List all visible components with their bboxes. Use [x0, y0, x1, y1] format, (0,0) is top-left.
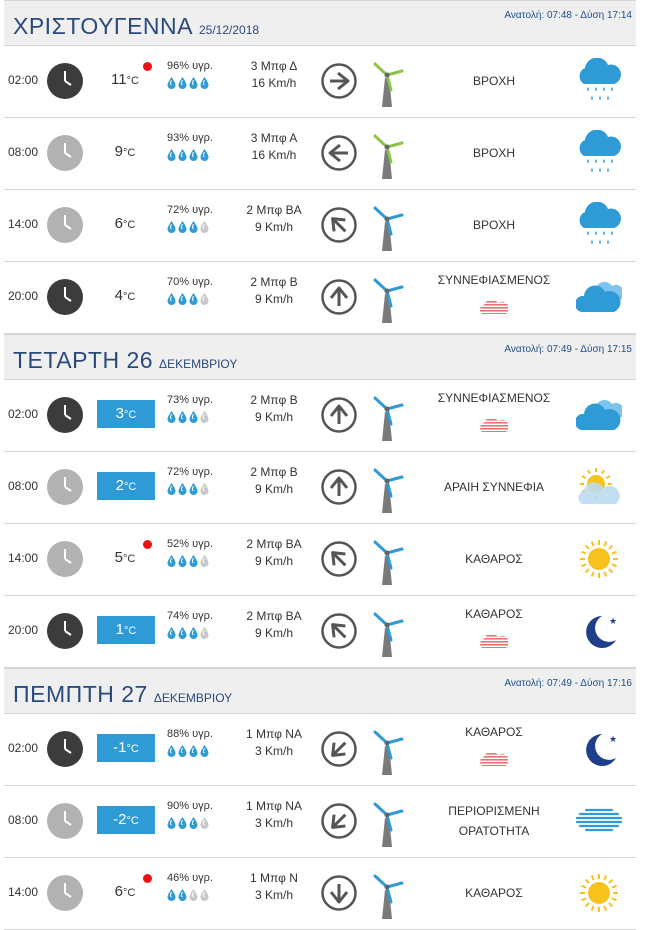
forecast-time: 20:00	[8, 623, 39, 637]
humidity	[167, 394, 227, 424]
humidity-drop-icon	[178, 221, 187, 233]
humidity-drop-icon	[178, 555, 187, 567]
wind-direction-arrow-icon	[321, 207, 357, 243]
humidity	[167, 132, 227, 162]
humidity-value: 52% υγρ.	[167, 538, 213, 550]
temperature	[97, 616, 155, 644]
humidity-drops	[167, 149, 227, 162]
humidity-drop-icon	[189, 483, 198, 495]
forecast-time: 02:00	[8, 73, 39, 87]
day-header	[4, 0, 636, 46]
forecast-row	[4, 190, 636, 262]
weather-icon	[576, 274, 622, 320]
wind-force: 2 Μπφ Β	[250, 275, 298, 289]
rain-icon	[576, 130, 622, 176]
rain-icon	[576, 202, 622, 248]
sunrise-sunset: Ανατολή: 07:49 - Δύση 17:15	[504, 344, 632, 355]
clock-hands	[47, 469, 83, 505]
windmill	[369, 726, 405, 776]
day-title-text: ΠΕΜΠΤΗ 27	[13, 681, 148, 707]
windmill-icon	[369, 608, 405, 658]
wind-speed: 9 Km/h	[254, 410, 293, 424]
day-header	[4, 668, 636, 714]
humidity-drop-icon	[200, 817, 209, 829]
wind-speed: 9 Km/h	[254, 220, 293, 234]
wind-info	[234, 798, 314, 832]
humidity-drop-icon	[189, 889, 198, 901]
sunrise-sunset: Ανατολή: 07:49 - Δύση 17:16	[504, 678, 632, 689]
wind-speed: 9 Km/h	[254, 482, 293, 496]
humidity	[167, 872, 227, 902]
humidity-drop-icon	[200, 889, 209, 901]
humidity-drop-icon	[189, 627, 198, 639]
high-temp-dot	[143, 874, 152, 883]
humidity-drop-icon	[178, 817, 187, 829]
humidity-drop-icon	[189, 293, 198, 305]
humidity-value: 93% υγρ.	[167, 132, 213, 144]
sun-icon	[576, 870, 622, 916]
temperature-value: 3	[115, 405, 124, 422]
humidity-drop-icon	[167, 483, 176, 495]
humidity-drop-icon	[189, 555, 198, 567]
clock-icon	[47, 397, 83, 433]
temperature	[97, 734, 155, 762]
windmill	[369, 536, 405, 586]
temperature-value: 6	[114, 883, 123, 900]
rain-icon	[576, 58, 622, 104]
wind-direction	[321, 469, 357, 505]
humidity-drops	[167, 221, 227, 234]
humidity	[167, 276, 227, 306]
clock-hands	[47, 613, 83, 649]
wind-force: 1 Μπφ ΝΑ	[246, 727, 302, 741]
humidity-value: 90% υγρ.	[167, 800, 213, 812]
wind-direction	[321, 613, 357, 649]
wind-direction-arrow-icon	[321, 875, 357, 911]
svg-text:★: ★	[609, 735, 618, 745]
fog-icon	[576, 798, 622, 844]
temperature-unit: °C	[123, 553, 136, 565]
weather-description: ΠΕΡΙΟΡΙΣΜΕΝΗ ΟΡΑΤΟΤΗΤΑ	[448, 804, 540, 838]
wind-force: 2 Μπφ ΒΑ	[246, 203, 302, 217]
wind-direction-arrow-icon	[321, 397, 357, 433]
humidity-drop-icon	[200, 77, 209, 89]
weather-icon	[576, 726, 622, 772]
humidity-value: 73% υγρ.	[167, 394, 213, 406]
wind-info	[234, 58, 314, 92]
clock-icon	[47, 207, 83, 243]
forecast-row	[4, 786, 636, 858]
humidity-value: 70% υγρ.	[167, 276, 213, 288]
forecast-row	[4, 596, 636, 668]
forecast-time: 02:00	[8, 407, 39, 421]
wind-force: 3 Μπφ Α	[250, 131, 298, 145]
humidity-drops	[167, 817, 227, 830]
clock-hands	[47, 731, 83, 767]
forecast-time: 08:00	[8, 145, 39, 159]
weather-icon	[576, 536, 622, 582]
forecast-row	[4, 452, 636, 524]
mini-cloud-icon	[480, 416, 508, 434]
high-temp-dot	[143, 62, 152, 71]
wind-direction-arrow-icon	[321, 279, 357, 315]
wind-force: 2 Μπφ Β	[250, 393, 298, 407]
wind-direction	[321, 207, 357, 243]
wind-speed: 16 Km/h	[251, 148, 297, 162]
temperature-value: 6	[114, 215, 123, 232]
humidity-drops	[167, 889, 227, 902]
description-cloud	[480, 632, 508, 650]
weather-description: ΑΡΑΙΗ ΣΥΝΝΕΦΙΑ	[443, 480, 545, 494]
wind-direction-arrow-icon	[321, 135, 357, 171]
wind-direction-arrow-icon	[321, 469, 357, 505]
windmill	[369, 464, 405, 514]
windmill-icon	[369, 392, 405, 442]
svg-text:★: ★	[609, 617, 618, 627]
windmill-icon	[369, 798, 405, 848]
clock-icon	[47, 875, 83, 911]
clock-icon	[47, 279, 83, 315]
humidity-drop-icon	[178, 149, 187, 161]
humidity-drop-icon	[200, 411, 209, 423]
mini-cloud-icon	[480, 632, 508, 650]
wind-force: 3 Μπφ Δ	[250, 59, 298, 73]
humidity-drops	[167, 483, 227, 496]
humidity-drop-icon	[200, 221, 209, 233]
mini-cloud-icon	[480, 750, 508, 768]
weather-icon	[576, 798, 622, 844]
wind-info	[234, 870, 314, 904]
humidity-drop-icon	[200, 483, 209, 495]
moon-icon	[576, 608, 622, 654]
humidity-value: 46% υγρ.	[167, 872, 213, 884]
wind-info	[234, 130, 314, 164]
temperature	[96, 215, 154, 232]
clock-icon	[47, 613, 83, 649]
day-title	[13, 681, 232, 708]
weather-icon	[576, 870, 622, 916]
wind-direction-arrow-icon	[321, 63, 357, 99]
wind-direction	[321, 397, 357, 433]
temperature-value: 1	[115, 621, 124, 638]
humidity	[167, 538, 227, 568]
humidity	[167, 610, 227, 640]
wind-direction-arrow-icon	[321, 541, 357, 577]
humidity-drops	[167, 293, 227, 306]
clock-icon	[47, 135, 83, 171]
humidity-drop-icon	[200, 745, 209, 757]
forecast-row	[4, 714, 636, 786]
wind-direction	[321, 279, 357, 315]
windmill	[369, 130, 405, 180]
day-subtitle: 25/12/2018	[198, 23, 260, 37]
clock-hands	[47, 207, 83, 243]
humidity	[167, 204, 227, 234]
wind-force: 2 Μπφ ΒΑ	[246, 609, 302, 623]
humidity	[167, 800, 227, 830]
wind-force: 1 Μπφ Ν	[250, 871, 298, 885]
forecast-time: 08:00	[8, 479, 39, 493]
clock-icon	[47, 469, 83, 505]
humidity-drop-icon	[178, 411, 187, 423]
temperature-unit: °C	[124, 409, 137, 421]
temperature-unit: °C	[123, 219, 136, 231]
humidity-drop-icon	[167, 555, 176, 567]
temperature	[96, 549, 154, 566]
forecast-row	[4, 858, 636, 930]
humidity-drop-icon	[189, 221, 198, 233]
wind-speed: 9 Km/h	[254, 626, 293, 640]
wind-info	[234, 464, 314, 498]
humidity-drop-icon	[178, 77, 187, 89]
humidity-drop-icon	[200, 555, 209, 567]
wind-info	[234, 274, 314, 308]
weather-description: ΚΑΘΑΡΟΣ	[465, 725, 523, 739]
temperature	[97, 400, 155, 428]
windmill-icon	[369, 58, 405, 108]
wind-direction	[321, 875, 357, 911]
weather-description: ΒΡΟΧΗ	[472, 74, 515, 88]
forecast-time: 14:00	[8, 551, 39, 565]
windmill	[369, 58, 405, 108]
forecast-time: 20:00	[8, 289, 39, 303]
windmill-icon	[369, 726, 405, 776]
clock-hands	[47, 63, 83, 99]
clock-hands	[47, 875, 83, 911]
clock-hands	[47, 803, 83, 839]
windmill-icon	[369, 202, 405, 252]
humidity-drop-icon	[200, 149, 209, 161]
humidity-drop-icon	[189, 745, 198, 757]
humidity-drop-icon	[189, 77, 198, 89]
windmill-icon	[369, 274, 405, 324]
forecast-row	[4, 524, 636, 596]
wind-force: 1 Μπφ ΝΑ	[246, 799, 302, 813]
forecast-row	[4, 380, 636, 452]
humidity	[167, 60, 227, 90]
humidity-drop-icon	[167, 293, 176, 305]
temperature-unit: °C	[123, 147, 136, 159]
temperature-value: 2	[115, 477, 124, 494]
description-cloud	[480, 298, 508, 316]
temperature	[97, 806, 155, 834]
sunrise-sunset: Ανατολή: 07:48 - Δύση 17:14	[504, 10, 632, 21]
humidity-drop-icon	[178, 889, 187, 901]
wind-info	[234, 392, 314, 426]
windmill	[369, 870, 405, 920]
temperature-value: -2	[113, 811, 127, 828]
windmill-icon	[369, 870, 405, 920]
humidity-drop-icon	[189, 411, 198, 423]
weather-icon	[576, 202, 622, 248]
weather-icon	[576, 130, 622, 176]
humidity	[167, 466, 227, 496]
wind-force: 2 Μπφ ΒΑ	[246, 537, 302, 551]
clock-hands	[47, 541, 83, 577]
temperature-unit: °C	[123, 291, 136, 303]
clock-icon	[47, 541, 83, 577]
wind-direction	[321, 731, 357, 767]
humidity-drop-icon	[167, 817, 176, 829]
humidity-drop-icon	[178, 483, 187, 495]
wind-direction	[321, 135, 357, 171]
humidity-drop-icon	[167, 627, 176, 639]
temperature-unit: °C	[126, 75, 139, 87]
humidity-drop-icon	[167, 889, 176, 901]
humidity-drop-icon	[167, 411, 176, 423]
wind-info	[234, 726, 314, 760]
day-subtitle: ΔΕΚΕΜΒΡΙΟΥ	[159, 357, 238, 371]
wind-direction	[321, 541, 357, 577]
wind-info	[234, 202, 314, 236]
clock-icon	[47, 731, 83, 767]
temperature-unit: °C	[126, 815, 139, 827]
windmill-icon	[369, 536, 405, 586]
humidity-drops	[167, 627, 227, 640]
windmill	[369, 202, 405, 252]
weather-description: ΣΥΝΝΕΦΙΑΣΜΕΝΟΣ	[437, 391, 551, 405]
weather-description: ΒΡΟΧΗ	[472, 218, 515, 232]
weather-description: ΚΑΘΑΡΟΣ	[465, 552, 523, 566]
day-title	[13, 347, 237, 374]
wind-direction	[321, 63, 357, 99]
partly-cloudy-icon	[576, 464, 622, 510]
sun-icon	[576, 536, 622, 582]
windmill-icon	[369, 464, 405, 514]
wind-speed: 3 Km/h	[254, 816, 293, 830]
temperature-unit: °C	[126, 743, 139, 755]
temperature	[96, 71, 154, 88]
temperature-unit: °C	[123, 887, 136, 899]
windmill-icon	[369, 130, 405, 180]
forecast-row	[4, 262, 636, 334]
forecast-row	[4, 118, 636, 190]
forecast-time: 02:00	[8, 741, 39, 755]
cloudy-icon	[576, 274, 622, 320]
moon-icon	[576, 726, 622, 772]
forecast-time: 14:00	[8, 885, 39, 899]
humidity-value: 96% υγρ.	[167, 60, 213, 72]
forecast-row	[4, 46, 636, 118]
high-temp-dot	[143, 540, 152, 549]
forecast-time: 08:00	[8, 813, 39, 827]
wind-speed: 3 Km/h	[254, 744, 293, 758]
wind-speed: 16 Km/h	[251, 76, 297, 90]
temperature	[96, 143, 154, 160]
humidity-drops	[167, 411, 227, 424]
day-header	[4, 334, 636, 380]
clock-icon	[47, 803, 83, 839]
wind-info	[234, 536, 314, 570]
forecast-time: 14:00	[8, 217, 39, 231]
humidity-value: 88% υγρ.	[167, 728, 213, 740]
clock-hands	[47, 397, 83, 433]
temperature	[96, 883, 154, 900]
humidity-drop-icon	[167, 745, 176, 757]
wind-force: 2 Μπφ Β	[250, 465, 298, 479]
humidity-drops	[167, 555, 227, 568]
wind-speed: 9 Km/h	[254, 292, 293, 306]
weather-icon	[576, 392, 622, 438]
weather-icon	[576, 464, 622, 510]
temperature-value: 4	[114, 287, 123, 304]
windmill	[369, 274, 405, 324]
humidity-drop-icon	[167, 149, 176, 161]
temperature-value: 5	[114, 549, 123, 566]
weather-icon	[576, 58, 622, 104]
day-title-text: ΧΡΙΣΤΟΥΓΕΝΝΑ	[13, 13, 193, 39]
wind-speed: 3 Km/h	[254, 888, 293, 902]
description-cloud	[480, 750, 508, 768]
temperature-value: 9	[114, 143, 123, 160]
day-title	[13, 13, 259, 40]
clock-hands	[47, 279, 83, 315]
humidity-drop-icon	[189, 817, 198, 829]
humidity-value: 72% υγρ.	[167, 204, 213, 216]
mini-cloud-icon	[480, 298, 508, 316]
wind-direction-arrow-icon	[321, 613, 357, 649]
clock-icon	[47, 63, 83, 99]
humidity-drop-icon	[200, 293, 209, 305]
temperature	[96, 287, 154, 304]
forecast-page	[4, 0, 636, 930]
wind-direction	[321, 803, 357, 839]
wind-speed: 9 Km/h	[254, 554, 293, 568]
temperature-value: 11	[111, 71, 127, 88]
temperature-unit: °C	[124, 481, 137, 493]
windmill	[369, 608, 405, 658]
weather-description: ΚΑΘΑΡΟΣ	[465, 886, 523, 900]
windmill	[369, 392, 405, 442]
humidity-value: 74% υγρ.	[167, 610, 213, 622]
humidity-drop-icon	[200, 627, 209, 639]
humidity-drop-icon	[178, 745, 187, 757]
humidity-value: 72% υγρ.	[167, 466, 213, 478]
clock-hands	[47, 135, 83, 171]
humidity	[167, 728, 227, 758]
humidity-drop-icon	[178, 627, 187, 639]
weather-description: ΚΑΘΑΡΟΣ	[465, 607, 523, 621]
temperature-value: -1	[113, 739, 127, 756]
weather-description: ΒΡΟΧΗ	[472, 146, 515, 160]
weather-description: ΣΥΝΝΕΦΙΑΣΜΕΝΟΣ	[437, 273, 551, 287]
cloudy-icon	[576, 392, 622, 438]
day-title-text: ΤΕΤΑΡΤΗ 26	[13, 347, 154, 373]
wind-info	[234, 608, 314, 642]
humidity-drop-icon	[189, 149, 198, 161]
weather-icon	[576, 608, 622, 654]
day-subtitle: ΔΕΚΕΜΒΡΙΟΥ	[153, 691, 233, 705]
wind-direction-arrow-icon	[321, 731, 357, 767]
humidity-drops	[167, 77, 227, 90]
description-cloud	[480, 416, 508, 434]
humidity-drop-icon	[167, 221, 176, 233]
humidity-drop-icon	[178, 293, 187, 305]
wind-direction-arrow-icon	[321, 803, 357, 839]
humidity-drop-icon	[167, 77, 176, 89]
humidity-drops	[167, 745, 227, 758]
temperature-unit: °C	[124, 625, 137, 637]
windmill	[369, 798, 405, 848]
temperature	[97, 472, 155, 500]
